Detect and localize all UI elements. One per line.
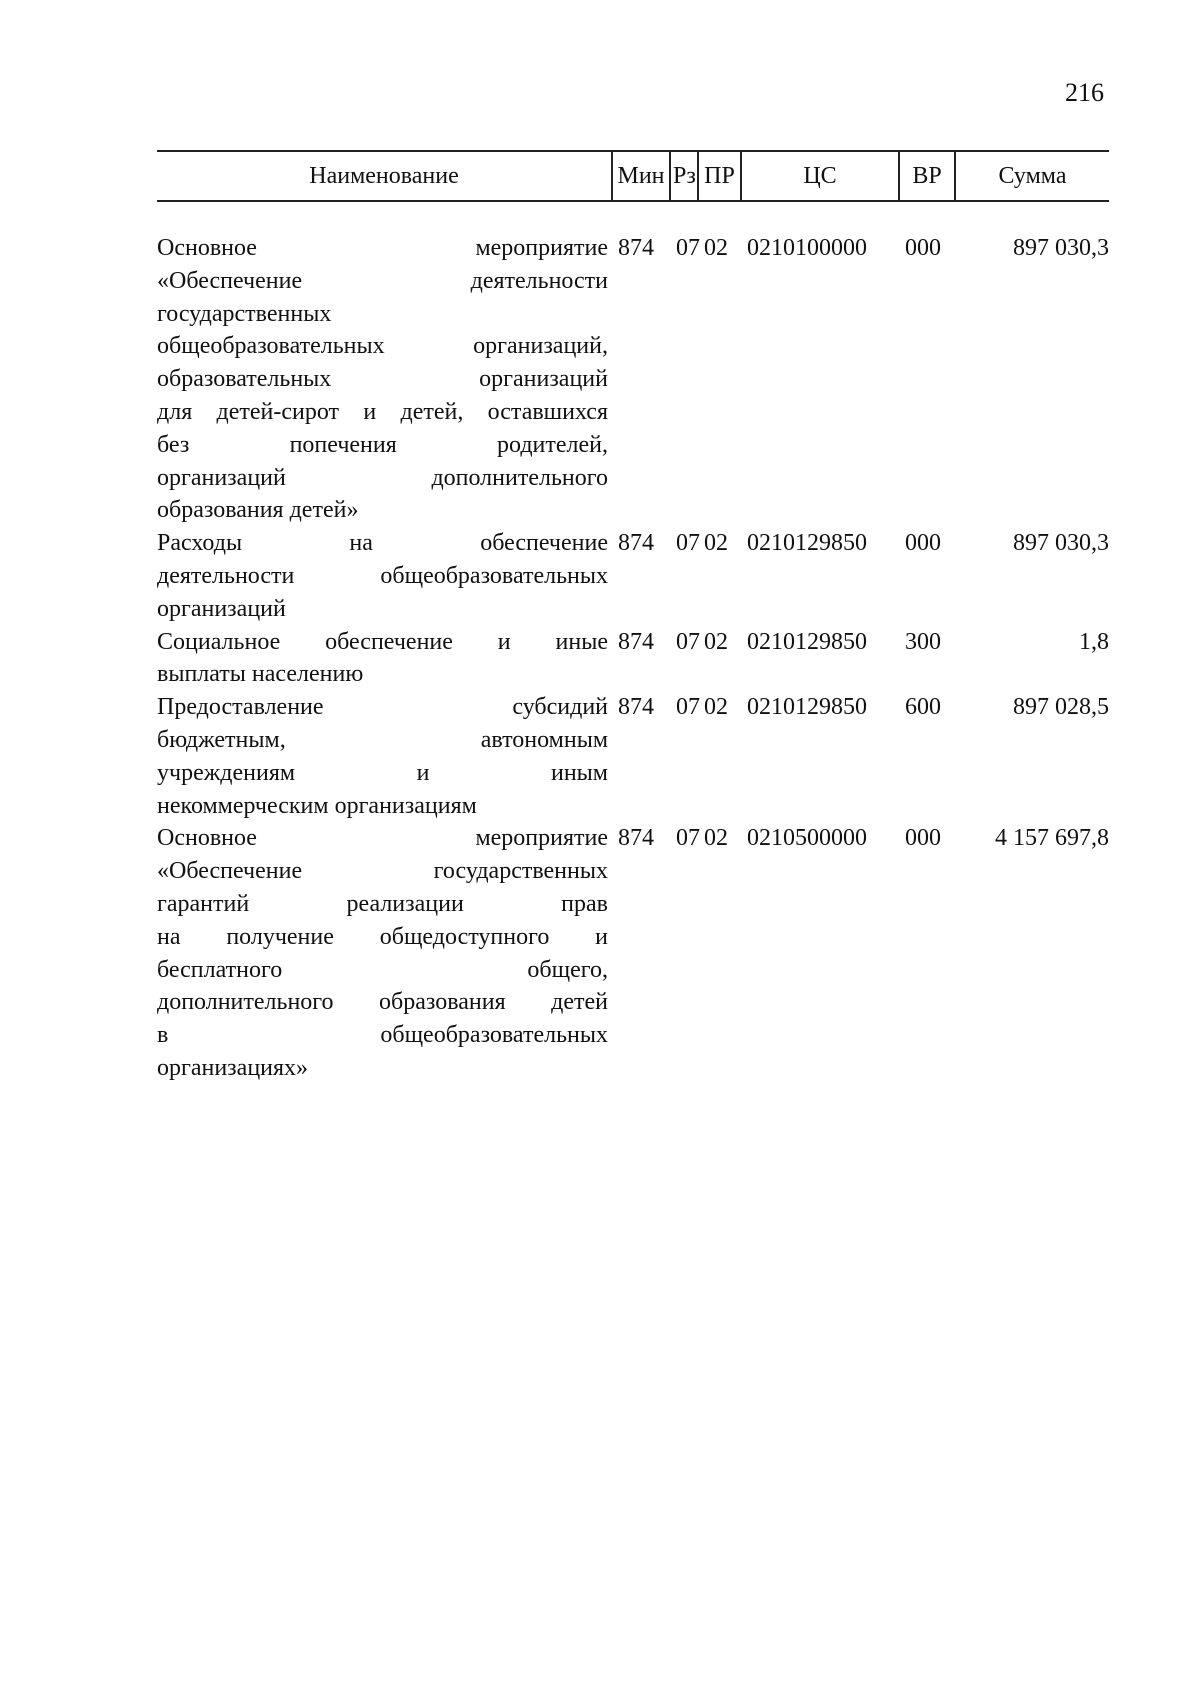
row-name-line: выплаты населению xyxy=(157,661,364,688)
row-name-line: бесплатного общего, xyxy=(157,956,608,983)
row-name-line: дополнительного образования детей xyxy=(157,989,608,1016)
row-name-line: гарантий реализации прав xyxy=(157,890,608,917)
header-name: Наименование xyxy=(157,151,612,201)
row-name xyxy=(157,527,612,625)
row-name-line: Социальное обеспечение и иные xyxy=(157,628,608,655)
row-name-line: образовательных организаций xyxy=(157,366,608,393)
row-name-line: для детей-сирот и детей, оставшихся xyxy=(157,398,608,425)
row-name-line: в общеобразовательных xyxy=(157,1022,608,1049)
row-rz: 07 xyxy=(676,694,700,721)
row-name-line: некоммерческим организациям xyxy=(157,792,477,819)
row-name-line: «Обеспечение деятельности xyxy=(157,267,608,294)
row-name xyxy=(157,232,612,527)
row-name-line: бюджетным, автономным xyxy=(157,726,608,753)
row-rz: 07 xyxy=(676,235,700,261)
row-pr: 02 xyxy=(704,694,728,721)
table-row xyxy=(157,626,1109,692)
row-name-line: Основное мероприятие xyxy=(157,825,608,852)
row-rz: 07 xyxy=(676,628,700,655)
table-row xyxy=(157,822,1109,1084)
row-cs: 0210129850 xyxy=(747,530,867,557)
row-cs: 0210129850 xyxy=(747,694,867,721)
row-vr: 000 xyxy=(905,530,941,557)
row-name-line: Предоставление субсидий xyxy=(157,694,608,721)
table-row xyxy=(157,691,1109,822)
table-spacer xyxy=(157,201,1109,232)
row-vr: 600 xyxy=(905,694,941,721)
row-name-line: образования детей» xyxy=(157,497,359,524)
row-name-line: организаций дополнительного xyxy=(157,464,608,491)
row-name-line: «Обеспечение государственных xyxy=(157,858,608,885)
header-sum: Сумма xyxy=(955,151,1109,201)
table-row xyxy=(157,232,1109,527)
row-name-line: Расходы на обеспечение xyxy=(157,530,608,557)
row-pr: 02 xyxy=(704,235,728,261)
row-sum: 897 028,5 xyxy=(1013,694,1109,721)
row-name-line: на получение общедоступного и xyxy=(157,923,608,950)
row-pr: 02 xyxy=(704,628,728,655)
row-cs: 0210500000 xyxy=(747,825,867,852)
table-body xyxy=(157,201,1109,1085)
row-sum: 1,8 xyxy=(1079,628,1109,655)
row-sum: 897 030,3 xyxy=(1013,235,1109,261)
row-name-line: деятельности общеобразовательных xyxy=(157,562,608,589)
header-rz: Рз xyxy=(670,151,698,201)
row-vr: 000 xyxy=(905,235,941,261)
row-name-line: организациях» xyxy=(157,1054,309,1081)
row-name xyxy=(157,822,612,1084)
row-cs: 0210100000 xyxy=(747,235,867,261)
row-min: 874 xyxy=(618,235,654,261)
row-sum: 4 157 697,8 xyxy=(995,825,1109,852)
table-row xyxy=(157,527,1109,625)
row-min: 874 xyxy=(618,628,654,655)
row-min: 874 xyxy=(618,530,654,557)
row-name-line: учреждениям и иным xyxy=(157,759,608,786)
row-name-line: государственных xyxy=(157,300,332,327)
header-vr: ВР xyxy=(899,151,955,201)
page-number: 216 xyxy=(1065,78,1104,107)
row-name-line: Основное мероприятие xyxy=(157,235,608,261)
row-vr: 300 xyxy=(905,628,941,655)
row-name-line: организаций xyxy=(157,595,286,622)
row-rz: 07 xyxy=(676,825,700,852)
row-name xyxy=(157,691,612,822)
header-min: Мин xyxy=(612,151,670,201)
row-name-line: без попечения родителей, xyxy=(157,431,608,458)
row-min: 874 xyxy=(618,694,654,721)
row-name-line: общеобразовательных организаций, xyxy=(157,333,608,360)
row-pr: 02 xyxy=(704,825,728,852)
row-cs: 0210129850 xyxy=(747,628,867,655)
row-vr: 000 xyxy=(905,825,941,852)
row-pr: 02 xyxy=(704,530,728,557)
row-sum: 897 030,3 xyxy=(1013,530,1109,557)
header-pr: ПР xyxy=(698,151,741,201)
row-name xyxy=(157,626,612,692)
row-rz: 07 xyxy=(676,530,700,557)
row-min: 874 xyxy=(618,825,654,852)
budget-table xyxy=(157,150,1109,1085)
table-header-row xyxy=(157,151,1109,201)
header-cs: ЦС xyxy=(741,151,899,201)
